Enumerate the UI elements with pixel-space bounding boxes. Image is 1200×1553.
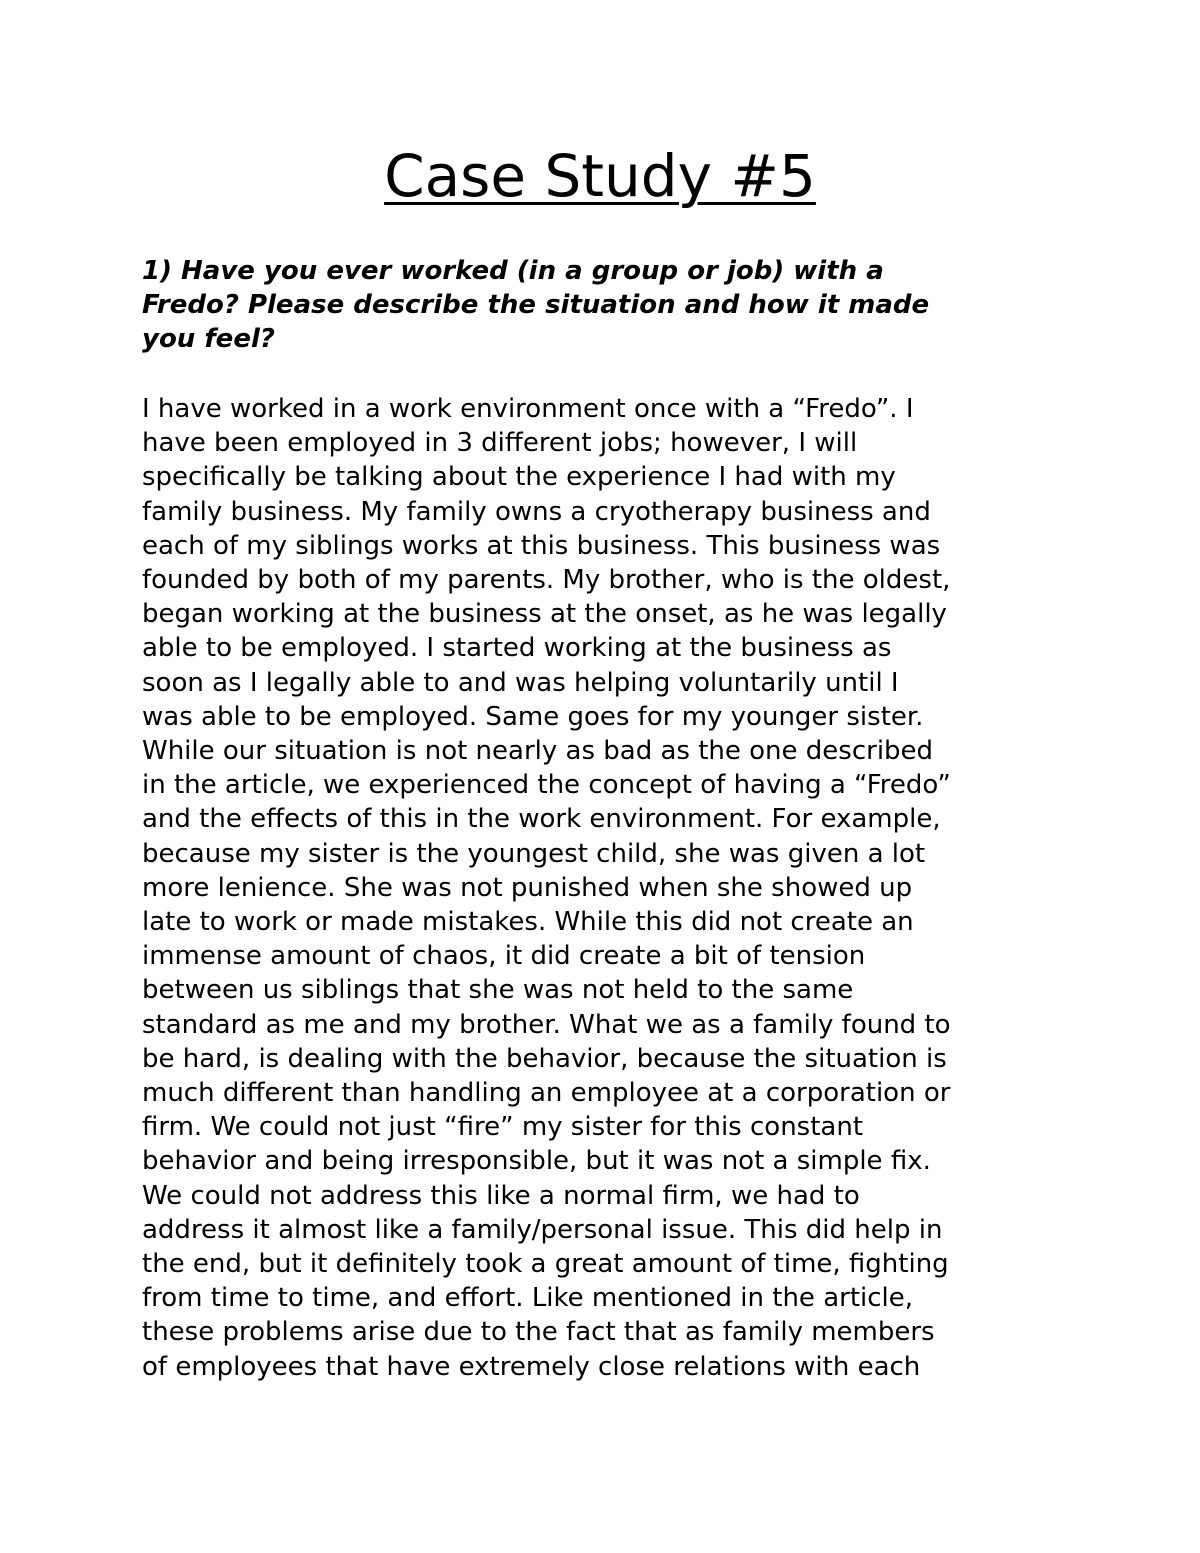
document-title-text: Case Study #5 bbox=[384, 142, 816, 210]
answer-paragraph: I have worked in a work environment once with a “Fredo”. I have been employed in 3 different jobs; however, I will specifically be talking about the experience I had with my family business. My family owns a cryotherapy business and each of my siblings works at this business. This business was founded by both of my parents. My brother, who is the oldest, began working at the business at the onset, as he was legally able to be employed. I started working at the business as soon as I legally able to and was helping voluntarily until I was able to be employed. Same goes for my younger sister. While our situation is not nearly as bad as the one described in the article, we experienced the concept of having a “Fredo” and the effects of this in the work environment. For example, because my sister is the youngest child, she was given a lot more lenience. She was not punished when she showed up late to work or made mistakes. While this did not create an immense amount of chaos, it did create a bit of tension between us siblings that she was not held to the same standard as me and my brother. What we as a family found to be hard, is dealing with the behavior, because the situation is much different than handling an employee at a corporation or firm. We could not just “fire” my sister for this constant behavior and being irresponsible, but it was not a simple fix. We could not address this like a normal firm, we had to address it almost like a family/personal issue. This did help in the end, but it definitely took a great amount of time, fighting from time to time, and effort. Like mentioned in the article, these problems arise due to the fact that as family members of employees that have extremely close relations with each bbox=[142, 394, 951, 1382]
document-title bbox=[0, 140, 1200, 212]
question-heading: 1) Have you ever worked (in a group or job) with a Fredo? Please describe the situation and how it made you feel? bbox=[142, 256, 930, 354]
